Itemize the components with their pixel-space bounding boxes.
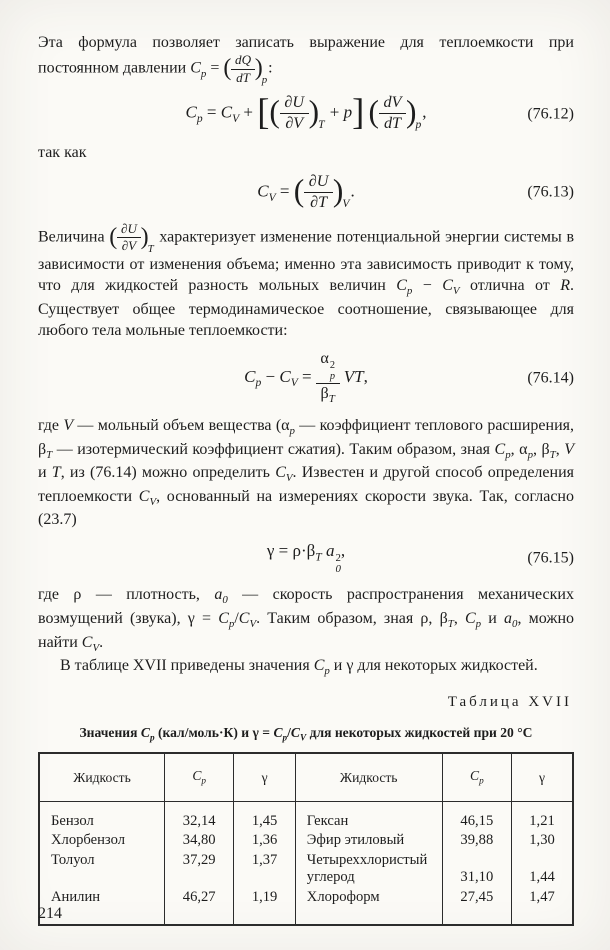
- equation-76-15-number: (76.15): [527, 548, 574, 566]
- cell-liquid-name: Анилин: [39, 888, 164, 926]
- cell-liquid-name: Гексан: [295, 801, 442, 831]
- cell-cp-value: 31,10: [442, 851, 511, 888]
- cell-cp-value: 46,27: [164, 888, 233, 926]
- equation-76-15-body: $\gamma = \rho\cdot\beta_T$ a 2 0 ,: [266, 540, 346, 576]
- table-row: [39, 888, 573, 926]
- cell-gamma-value: 1,19: [234, 888, 295, 926]
- cell-liquid-name: Толуол: [39, 851, 164, 888]
- cell-cp-value: 27,45: [442, 888, 511, 926]
- equation-76-13-body: $C_V$ = ( $\frac{\partial U}{\partial T}$ )$_V$.: [257, 172, 355, 211]
- equation-76-12-body: $C_p = C_V$ + [( $\frac{\partial U}{\partial V}$ )$_T + p$] ( $\frac{dV}{dT}$ )$_p$,: [185, 90, 427, 133]
- col-header-cp-right: $C_p$: [442, 753, 511, 801]
- equation-76-13-number: (76.13): [527, 183, 574, 201]
- paragraph-gde-rho: где ρ — плотность, $a_0$ — скорость распространения механических возмущений (звука), $\gamma = C_p/C_V$. Таким образом, зная ρ, $\beta_T$, $C_p$ и $a_0$, можно найти $C_V$.: [38, 586, 575, 654]
- col-header-gamma-right: γ: [512, 753, 573, 801]
- cell-liquid-name: Четыреххлористый углерод: [295, 851, 442, 888]
- cell-cp-value: 37,29: [164, 851, 233, 888]
- col-header-liquid-right: Жидкость: [295, 753, 442, 801]
- equation-76-12: [38, 90, 574, 133]
- liquids-table: [38, 752, 574, 926]
- table-label: Таблица XVII: [447, 694, 572, 710]
- cell-cp-value: 32,14: [164, 801, 233, 831]
- cell-gamma-value: 1,37: [234, 851, 295, 888]
- equation-76-15: [38, 540, 574, 576]
- cell-liquid-name: Эфир этиловый: [295, 831, 442, 851]
- paragraph-velichina: Величина ( $\frac{\partial U}{\partial V}$ )$_T$ характеризует изменение потенциальной энергии системы в зависимости от изменения объема; именно эта зависимость приводит к тому, что для жидкостей разность мольных величин $C_p - C_V$ отлична от R. Существует общее термодинамическое соотношение, связывающее для любого тела мольные теплоемкости:: [38, 220, 575, 339]
- equation-76-12-number: (76.12): [527, 105, 574, 123]
- table-caption: Значения $C_p$ (кал/моль·К) и $\gamma = C_p/C_V$ для некоторых жидкостей при 20 °С: [79, 724, 533, 743]
- paragraph-so-as: так как: [38, 144, 87, 162]
- equation-76-14-number: (76.14): [527, 369, 574, 387]
- cell-gamma-value: 1,47: [512, 888, 573, 926]
- cell-gamma-value: 1,45: [234, 801, 295, 831]
- equation-76-13: [38, 173, 574, 212]
- paragraph-v-tablice: В таблице XVII приведены значения $C_p$ и γ для некоторых жидкостей.: [60, 657, 538, 678]
- equation-76-14-body: $C_p - C_V$ = α 2 p $\beta_T$ VT,: [244, 350, 368, 406]
- table-header-row: [39, 753, 573, 801]
- cell-liquid-name: Хлороформ: [295, 888, 442, 926]
- equation-76-14: [38, 350, 574, 406]
- col-header-gamma-left: γ: [234, 753, 295, 801]
- cell-gamma-value: 1,36: [234, 831, 295, 851]
- cell-cp-value: 34,80: [164, 831, 233, 851]
- cell-cp-value: 46,15: [442, 801, 511, 831]
- cell-gamma-value: 1,21: [512, 801, 573, 831]
- cell-cp-value: 39,88: [442, 831, 511, 851]
- cell-liquid-name: Бензол: [39, 801, 164, 831]
- paragraph-intro: Эта формула позволяет записать выражение для теплоемкости при постоянном давлении $C_p$ = ( $\frac{dQ}{dT}$ )$_p$:: [38, 34, 574, 87]
- cell-gamma-value: 1,44: [512, 851, 573, 888]
- cell-liquid-name: Хлорбензол: [39, 831, 164, 851]
- table-row: [39, 801, 573, 831]
- paragraph-gde-v: где V — мольный объем вещества ($\alpha_p$ — коэффициент теплового расширения, $\beta_T$ — изотермический коэффициент сжатия). Таким образом, зная $C_p$, $\alpha_p$, $\beta_T$, V и T, из (76.14) можно определить $C_V$. Известен и другой способ определения теплоемкости $C_V$, основанный на измерениях скорости звука. Так, согласно (23.7): [38, 416, 575, 529]
- col-header-cp-left: $C_p$: [164, 753, 233, 801]
- table-row: [39, 831, 573, 851]
- col-header-liquid-left: Жидкость: [39, 753, 164, 801]
- cell-gamma-value: 1,30: [512, 831, 573, 851]
- page-number: 214: [38, 904, 62, 922]
- table-row: [39, 851, 573, 888]
